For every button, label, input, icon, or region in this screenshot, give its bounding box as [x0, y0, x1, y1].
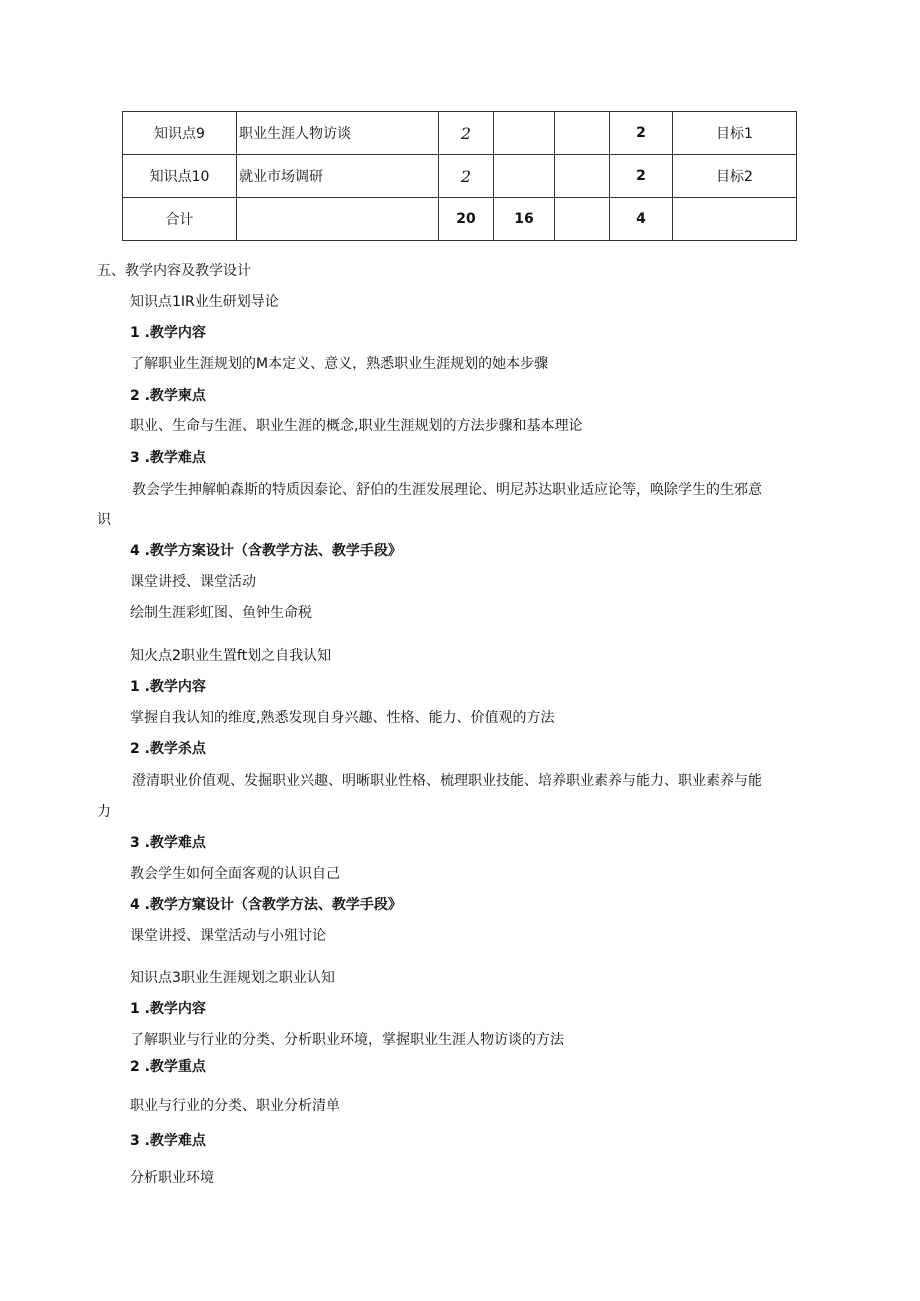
- table-cell: 2: [610, 155, 673, 198]
- table-cell: [237, 198, 439, 241]
- table-cell: 16: [494, 198, 555, 241]
- table-cell: 知识点10: [123, 155, 237, 198]
- table-cell: 2: [439, 155, 494, 198]
- kp3-heading-key: 2 .教学重点: [130, 1059, 206, 1075]
- table-cell: 知识点9: [123, 112, 237, 155]
- kp2-heading-difficulty: 3 .教学难点: [130, 835, 206, 851]
- table-cell: [673, 198, 797, 241]
- table-cell: [494, 155, 555, 198]
- kp2-text-content: 掌握自我认知的维度,熟悉发现自身兴趣、性格、能力、价值观的方法: [130, 710, 555, 726]
- kp2-text-difficulty: 教会学生如何全面客观的认识自己: [130, 866, 340, 882]
- kp2-heading-key: 2 .教学杀点: [130, 741, 206, 757]
- kp2-heading-content: 1 .教学内容: [130, 679, 206, 695]
- kp3-heading-content: 1 .教学内容: [130, 1001, 206, 1017]
- kp1-text-design-2: 绘制生涯彩虹图、鱼钟生命税: [130, 605, 312, 621]
- table-cell: 目标2: [673, 155, 797, 198]
- table-cell: 就业市场调研: [237, 155, 439, 198]
- kp3-text-content: 了解职业与行业的分类、分析职业环境，掌握职业生涯人物访谈的方法: [130, 1032, 564, 1048]
- kp3-text-key: 职业与行业的分类、职业分析清单: [130, 1098, 340, 1114]
- section-heading: 五、教学内容及教学设计: [97, 263, 251, 279]
- kp3-text-difficulty: 分析职业环境: [130, 1170, 214, 1186]
- course-hours-table: [122, 111, 797, 241]
- kp1-text-difficulty-cont: 识: [97, 512, 111, 528]
- table-row: [123, 112, 797, 155]
- kp2-heading-design: 4 .教学方窠设计（含教学方法、教学手段》: [130, 897, 402, 913]
- table-cell: 20: [439, 198, 494, 241]
- table-cell: 4: [610, 198, 673, 241]
- kp3-title: 知识点3职业生涯规划之职业认知: [130, 970, 335, 986]
- kp3-heading-difficulty: 3 .教学难点: [130, 1133, 206, 1149]
- table-cell: 目标1: [673, 112, 797, 155]
- kp2-text-design: 课堂讲授、课堂活动与小殂讨论: [130, 928, 326, 944]
- kp1-heading-design: 4 .教学方案设计（含教学方法、教学手段》: [130, 543, 402, 559]
- table-row: [123, 198, 797, 241]
- kp2-text-key: 澄清职业价值观、发掘职业兴趣、明晰职业性格、梳理职业技能、培养职业素养与能力、职业素养与能: [132, 773, 762, 789]
- kp1-text-key: 职业、生命与生涯、职业生涯的概念,职业生涯规划的方法步骤和基本理论: [130, 418, 583, 434]
- table-cell: [494, 112, 555, 155]
- kp1-text-content: 了解职业生涯规划的M本定义、意义，熟悉职业生涯规划的她本步骤: [130, 356, 549, 372]
- kp2-text-key-cont: 力: [97, 804, 111, 820]
- kp1-heading-content: 1 .教学内容: [130, 325, 206, 341]
- kp1-text-difficulty: 教会学生抻解帕森斯的特质因泰论、舒伯的生涯发展理论、明尼苏达职业适应论等，唤除学生的生邪意: [132, 482, 762, 498]
- kp1-title: 知识点1IR业生研划导论: [130, 294, 279, 310]
- kp1-heading-difficulty: 3 .教学难点: [130, 450, 206, 466]
- table-cell: [555, 112, 610, 155]
- table-cell: 合计: [123, 198, 237, 241]
- table-cell: 2: [610, 112, 673, 155]
- table-cell: 2: [439, 112, 494, 155]
- kp1-text-design: 课堂讲授、课堂活动: [130, 574, 256, 590]
- kp2-title: 知火点2职业生置ft划之自我认知: [130, 648, 332, 664]
- table-cell: [555, 155, 610, 198]
- table-row: [123, 155, 797, 198]
- kp1-heading-key: 2 .教学柬点: [130, 388, 206, 404]
- table-cell: 职业生涯人物访谈: [237, 112, 439, 155]
- table-cell: [555, 198, 610, 241]
